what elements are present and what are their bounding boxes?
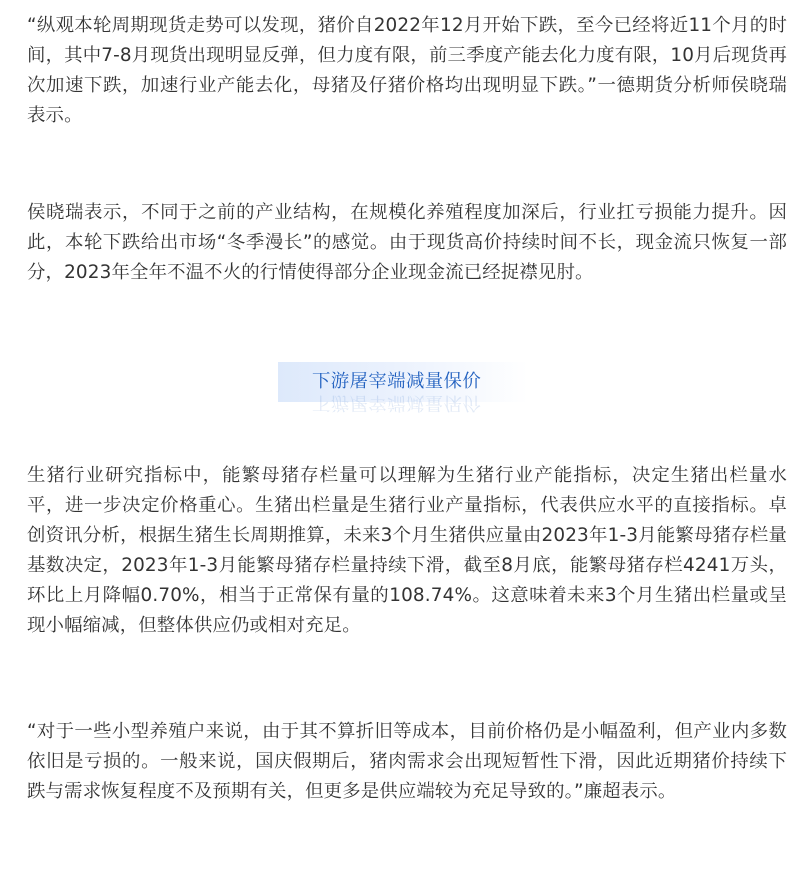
- article-paragraph: 侯晓瑞表示，不同于之前的产业结构，在规模化养殖程度加深后，行业扛亏损能力提升。因此，本轮下跌给出市场“冬季漫长”的感觉。由于现货高价持续时间不长，现金流只恢复一部分，2023年全年不温不火的行情使得部分企业现金流已经捉襟见肘。: [27, 202, 787, 283]
- section-heading: [278, 362, 528, 413]
- article-paragraph: “对于一些小型养殖户来说，由于其不算折旧等成本，目前价格仍是小幅盈利，但产业内多数依旧是亏损的。一般来说，国庆假期后，猪肉需求会出现短暂性下滑，因此近期猪价持续下跌与需求恢复程度不及预期有关，但更多是供应端较为充足导致的。”廉超表示。: [27, 721, 787, 802]
- article-paragraph: 生猪行业研究指标中，能繁母猪存栏量可以理解为生猪行业产能指标，决定生猪出栏量水平，进一步决定价格重心。生猪出栏量是生猪行业产量指标，代表供应水平的直接指标。卓创资讯分析，根据生猪生长周期推算，未来3个月生猪供应量由2023年1-3月能繁母猪存栏量基数决定，2023年1-3月能繁母猪存栏量持续下滑，截至8月底，能繁母猪存栏4241万头，环比上月降幅0.70%，相当于正常保有量的108.74%。这意味着未来3个月生猪出栏量或呈现小幅缩减，但整体供应仍或相对充足。: [27, 465, 787, 636]
- section-heading-title: 下游屠宰端减量保价: [312, 371, 482, 392]
- section-heading-reflection-text: 下游屠宰端减量保价: [312, 392, 482, 413]
- section-heading-reflection: [312, 389, 482, 413]
- article-paragraph: “纵观本轮周期现货走势可以发现，猪价自2022年12月开始下跌，至今已经将近11个月的时间，其中7-8月现货出现明显反弹，但力度有限，前三季度产能去化力度有限，10月后现货再次加速下跌，加速行业产能去化，母猪及仔猪价格均出现明显下跌。”一德期货分析师侯晓瑞表示。: [27, 15, 787, 126]
